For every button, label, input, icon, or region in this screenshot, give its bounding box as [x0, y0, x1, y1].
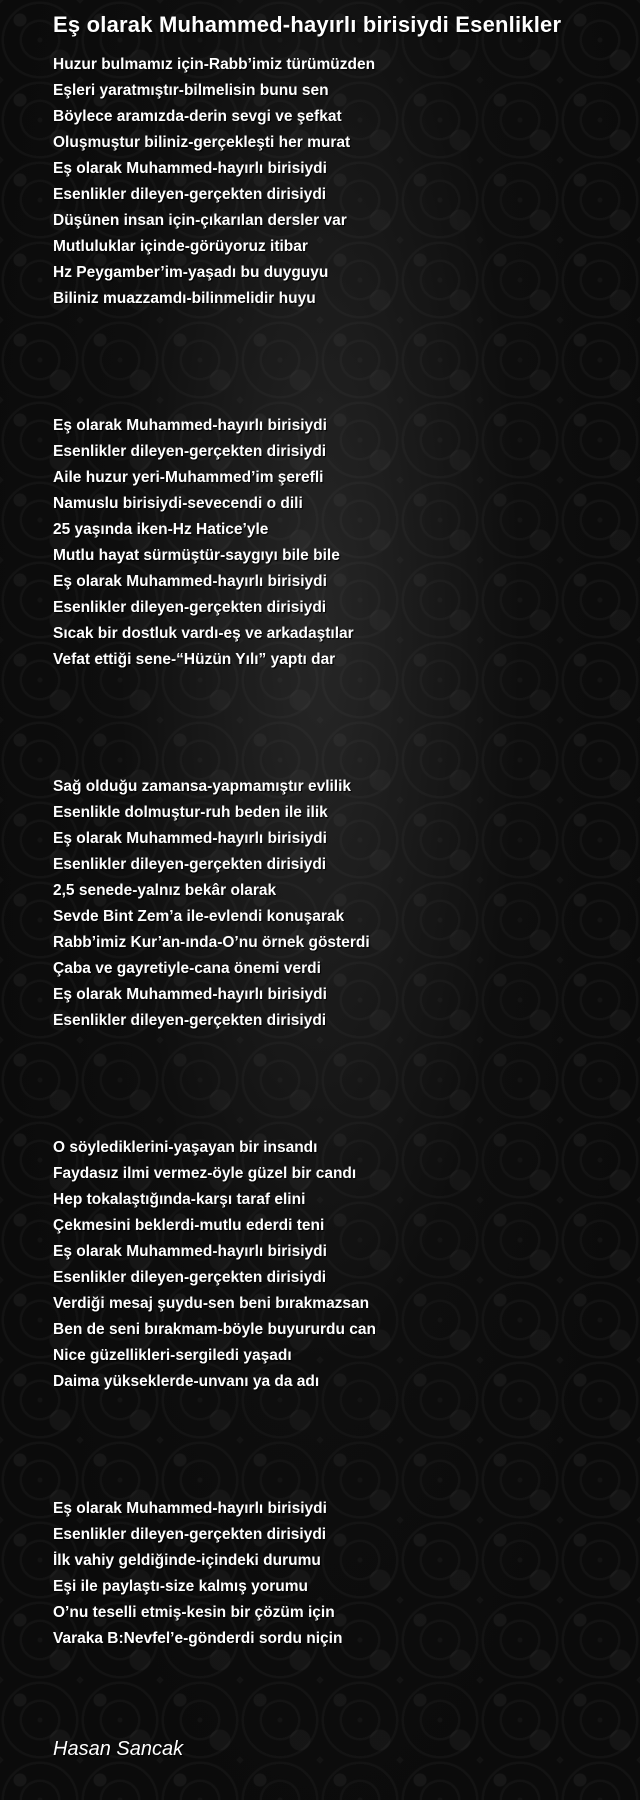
poem-line: Eşleri yaratmıştır-bilmelisin bunu sen — [53, 82, 329, 99]
stanza-3 — [53, 774, 633, 1034]
poem-line: Mutluluklar içinde-görüyoruz itibar — [53, 238, 308, 255]
poem-line: Daima yükseklerde-unvanı ya da adı — [53, 1373, 320, 1390]
poem-line: Eş olarak Muhammed-hayırlı birisiydi — [53, 573, 327, 590]
poem-line: Nice güzellikleri-sergiledi yaşadı — [53, 1347, 292, 1364]
poem-title: Eş olarak Muhammed-hayırlı birisiydi Esenlikler — [53, 12, 562, 37]
poem-line: Esenlikler dileyen-gerçekten dirisiydi — [53, 1526, 327, 1543]
poem-line: Rabb’imiz Kur’an-ında-O’nu örnek gösterdi — [53, 934, 370, 951]
poem-line: Çekmesini beklerdi-mutlu ederdi teni — [53, 1217, 325, 1234]
poem-line: Esenlikler dileyen-gerçekten dirisiydi — [53, 443, 327, 460]
poem-line: Esenlikler dileyen-gerçekten dirisiydi — [53, 599, 327, 616]
poem-line: Hz Peygamber’im-yaşadı bu duyguyu — [53, 264, 329, 281]
poem-line: Çaba ve gayretiyle-cana önemi verdi — [53, 960, 321, 977]
poem-line: Vefat ettiği sene-“Hüzün Yılı” yaptı dar — [53, 651, 336, 668]
poem-line: Biliniz muazzamdı-bilinmelidir huyu — [53, 290, 316, 307]
poem-body — [53, 52, 633, 1753]
poem-line: Esenlikler dileyen-gerçekten dirisiydi — [53, 1012, 327, 1029]
poem-line: Esenlikler dileyen-gerçekten dirisiydi — [53, 856, 327, 873]
stanza-5 — [53, 1496, 633, 1652]
poem-line: Mutlu hayat sürmüştür-saygıyı bile bile — [53, 547, 340, 564]
stanza-4 — [53, 1135, 633, 1395]
poem-line: Sıcak bir dostluk vardı-eş ve arkadaştılar — [53, 625, 354, 642]
poem-line: O söylediklerini-yaşayan bir insandı — [53, 1139, 318, 1156]
poem-line: Faydasız ilmi vermez-öyle güzel bir candı — [53, 1165, 357, 1182]
poem-line: Eş olarak Muhammed-hayırlı birisiydi — [53, 1243, 327, 1260]
poem-line: Eş olarak Muhammed-hayırlı birisiydi — [53, 417, 327, 434]
poem-line: Böylece aramızda-derin sevgi ve şefkat — [53, 108, 342, 125]
poem-line: Esenlikler dileyen-gerçekten dirisiydi — [53, 1269, 327, 1286]
poem-line: Esenlikle dolmuştur-ruh beden ile ilik — [53, 804, 328, 821]
poem-line: Huzur bulmamız için-Rabb’imiz türümüzden — [53, 56, 376, 73]
poem-line: İlk vahiy geldiğinde-içindeki durumu — [53, 1552, 321, 1569]
stanza-1 — [53, 52, 633, 312]
poem-line: Sağ olduğu zamansa-yapmamıştır evlilik — [53, 778, 352, 795]
poem-line: Eş olarak Muhammed-hayırlı birisiydi — [53, 986, 327, 1003]
poem-line: Varaka B:Nevfel’e-gönderdi sordu niçin — [53, 1630, 343, 1647]
poem-line: Eşi ile paylaştı-size kalmış yorumu — [53, 1578, 309, 1595]
poem-line: Ben de seni bırakmam-böyle buyururdu can — [53, 1321, 376, 1338]
poem-line: O’nu teselli etmiş-kesin bir çözüm için — [53, 1604, 335, 1621]
poem-line: Aile huzur yeri-Muhammed’im şerefli — [53, 469, 324, 486]
poem-line: Eş olarak Muhammed-hayırlı birisiydi — [53, 1500, 327, 1517]
poem-line: Eş olarak Muhammed-hayırlı birisiydi — [53, 830, 327, 847]
poem-line: Verdiği mesaj şuydu-sen beni bırakmazsan — [53, 1295, 370, 1312]
poem-line: Oluşmuştur biliniz-gerçekleşti her murat — [53, 134, 351, 151]
poem-author: Hasan Sancak — [53, 1738, 184, 1760]
poem-line: Hep tokalaştığında-karşı taraf elini — [53, 1191, 306, 1208]
poem-line: Namuslu birisiydi-sevecendi o dili — [53, 495, 303, 512]
poem-line: Düşünen insan için-çıkarılan dersler var — [53, 212, 347, 229]
poem-line: 2,5 senede-yalnız bekâr olarak — [53, 882, 277, 899]
poem-line: Sevde Bint Zem’a ile-evlendi konuşarak — [53, 908, 345, 925]
stanza-2 — [53, 413, 633, 673]
poem-line: Esenlikler dileyen-gerçekten dirisiydi — [53, 186, 327, 203]
poem-line: 25 yaşında iken-Hz Hatice’yle — [53, 521, 269, 538]
poem-line: Eş olarak Muhammed-hayırlı birisiydi — [53, 160, 327, 177]
